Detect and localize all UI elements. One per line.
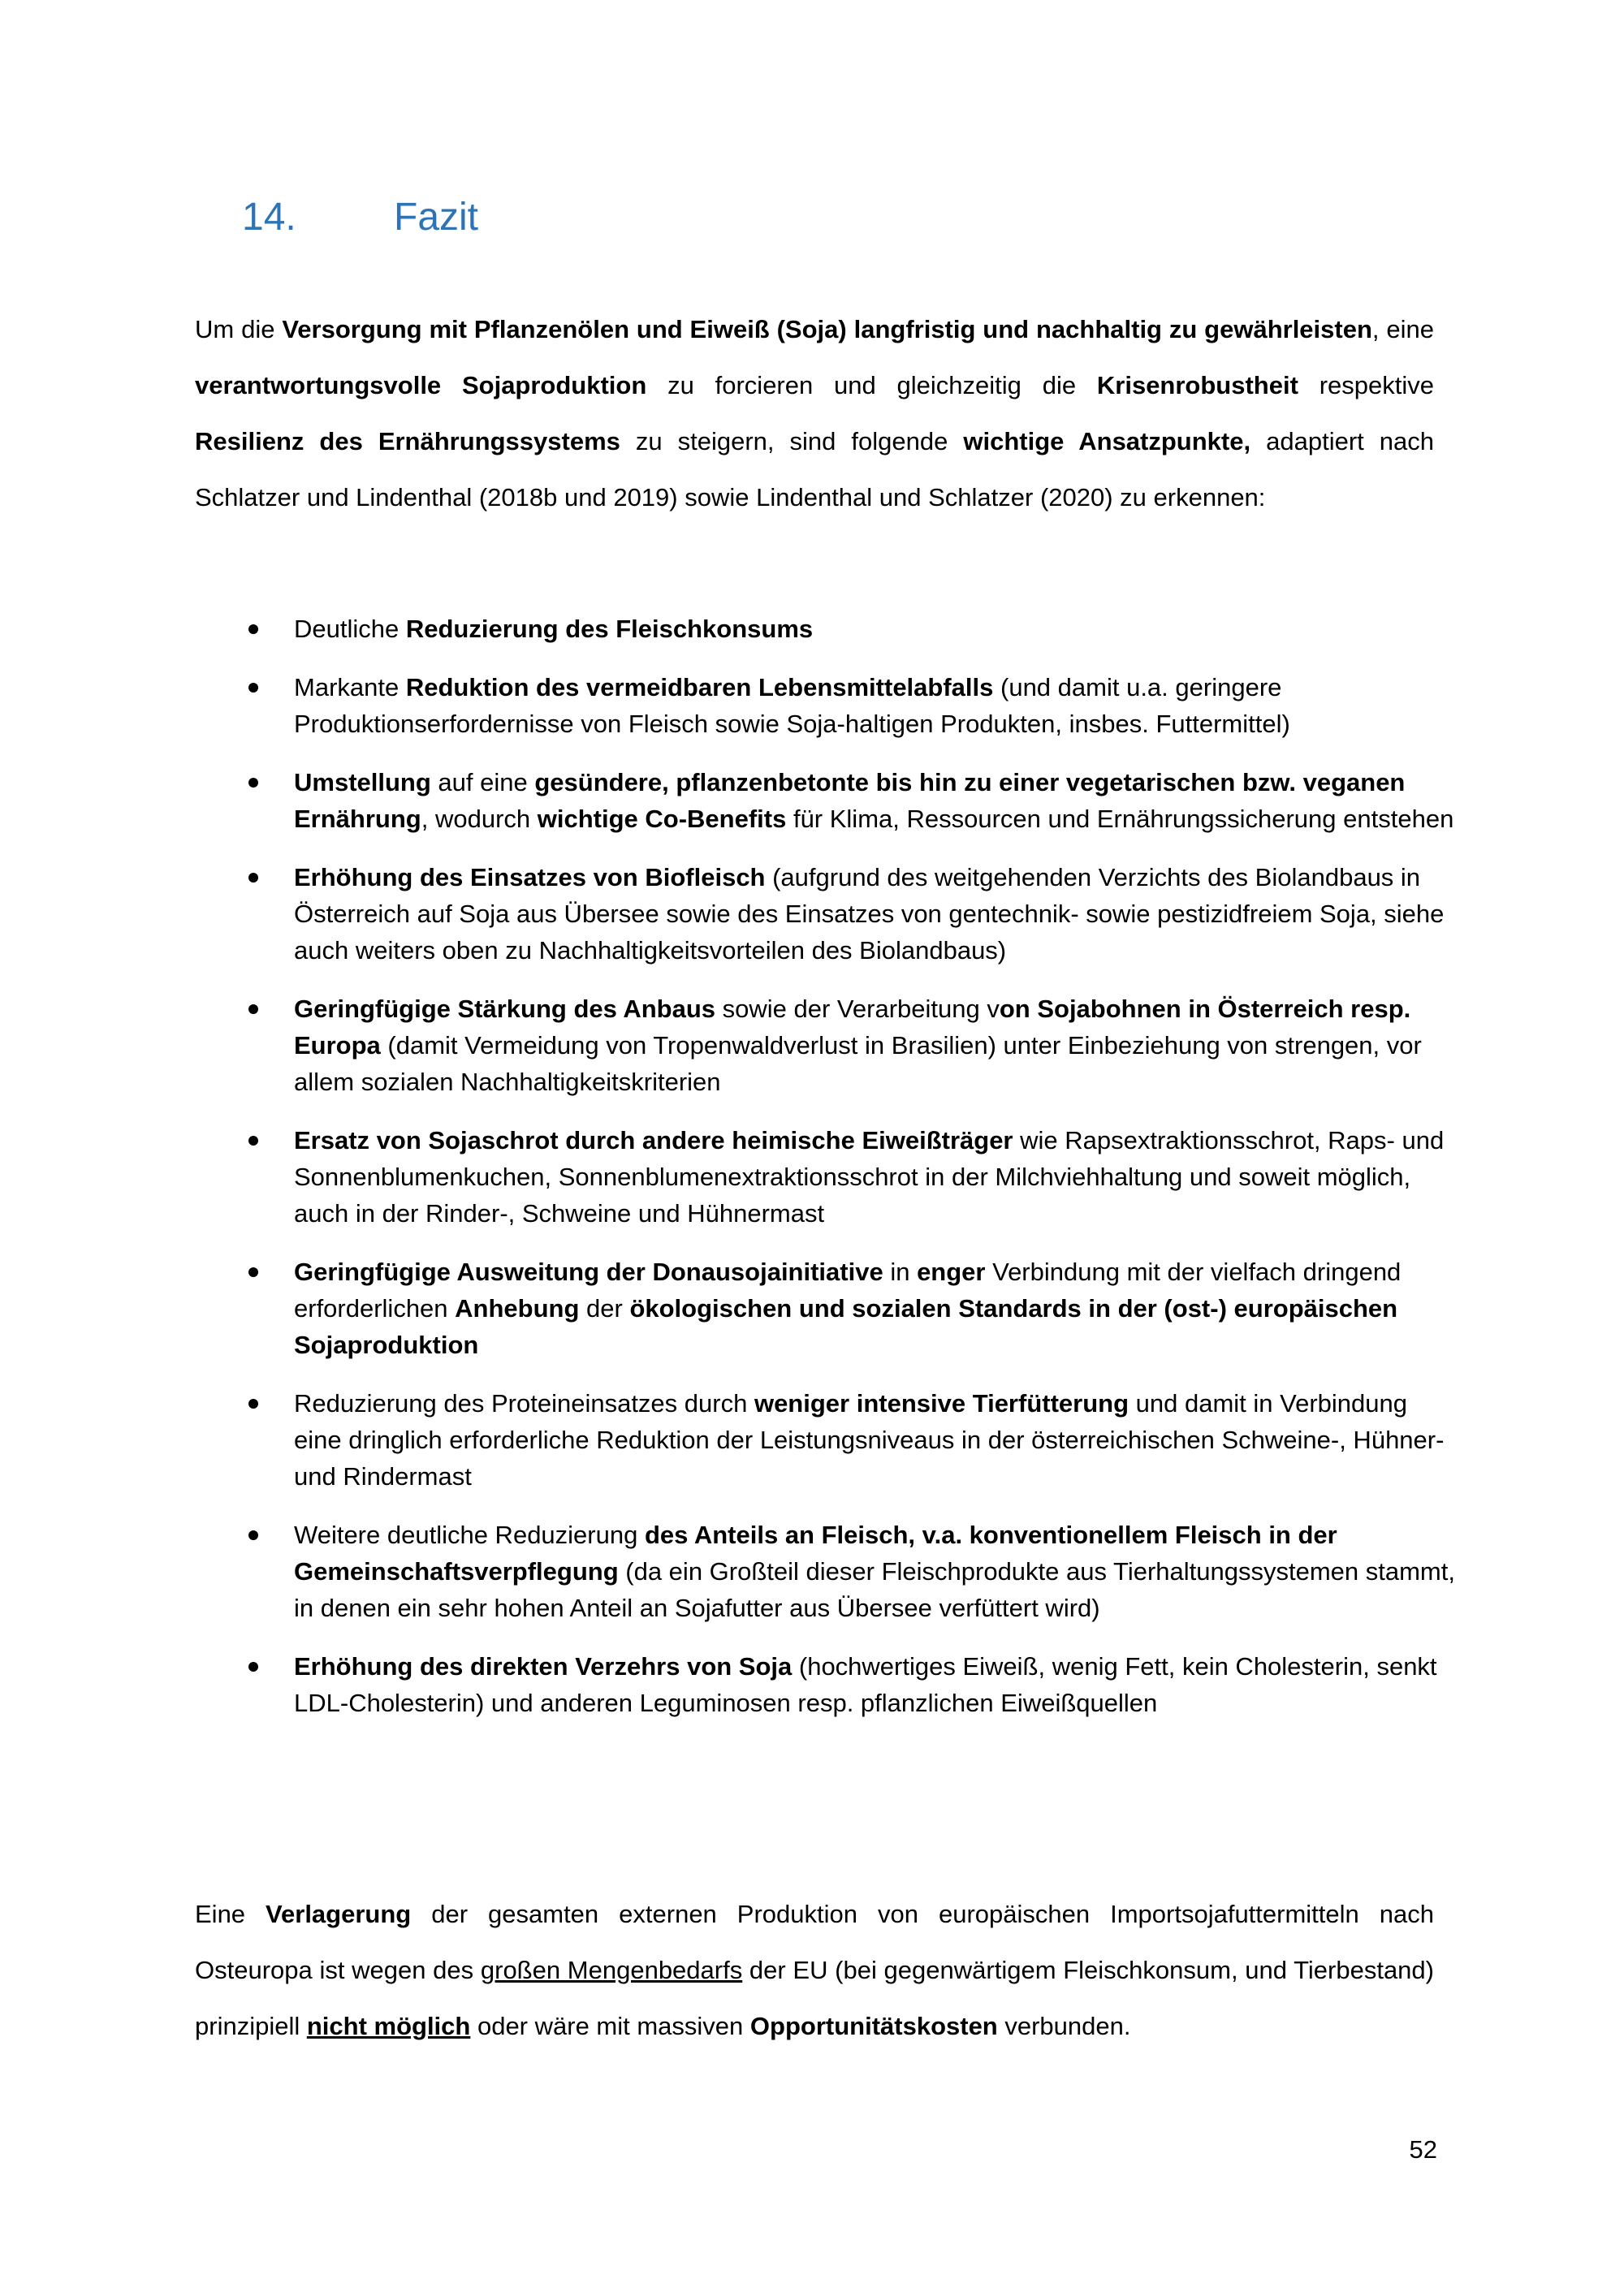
- list-item: [0, 1385, 1455, 1495]
- item-bold: Geringfügige Stärkung des Anbaus: [294, 995, 716, 1023]
- bullet-icon: [248, 1530, 258, 1540]
- list-item: [0, 859, 1455, 969]
- item-bold: on Sojabohnen in Österreich resp. Europa: [294, 995, 1411, 1060]
- item-text: Weitere deutliche Reduzierung: [294, 1521, 645, 1549]
- list-item: [0, 611, 1455, 647]
- intro-text: Um die: [195, 315, 283, 343]
- item-text: und damit in Verbindung eine dringlich erforderliche Reduktion der Leistungsniveaus in der österreichischen Schweine-, Hühner- und Rindermast: [294, 1389, 1445, 1491]
- section-title: Fazit: [394, 196, 479, 239]
- intro-text: , eine: [1371, 315, 1434, 343]
- item-bold: wichtige Co-Benefits: [537, 805, 787, 833]
- closing-underlined: großen Mengenbedarfs: [480, 1956, 743, 1984]
- intro-bold: Resilienz des Ernährungssystems: [195, 427, 620, 455]
- item-text: Deutliche: [294, 615, 406, 643]
- item-bold: Erhöhung des direkten Verzehrs von Soja: [294, 1652, 793, 1681]
- item-text: für Klima, Ressourcen und Ernährungssicherung entstehen: [786, 805, 1454, 833]
- item-text: Reduzierung des Proteineinsatzes durch: [294, 1389, 754, 1418]
- item-bold: des Anteils an Fleisch, v.a. konventionellem Fleisch in der Gemeinschaftsverpflegung: [294, 1521, 1337, 1586]
- item-text: (da ein Großteil dieser Fleischprodukte aus Tierhaltungssystemen stammt, in denen ein sehr hohen Anteil an Sojafutter aus Übersee verfüttert wird): [294, 1557, 1455, 1622]
- bullet-icon: [248, 1004, 258, 1014]
- intro-bold: wichtige Ansatzpunkte,: [963, 427, 1251, 455]
- bullet-icon: [248, 1399, 258, 1409]
- intro-text: adaptiert nach Schlatzer und Lindenthal (2018b und 2019) sowie Lindenthal und Schlatzer (2020) zu erkennen:: [195, 427, 1434, 511]
- item-bold: Anhebung: [455, 1294, 580, 1323]
- intro-bold: Krisenrobustheit: [1096, 371, 1298, 399]
- closing-text: verbunden.: [997, 2012, 1131, 2040]
- bullet-icon: [248, 1136, 258, 1146]
- item-text: (und damit u.a. geringere Produktionserfordernisse von Fleisch sowie Soja-haltigen Produkten, insbes. Futtermittel): [294, 673, 1290, 738]
- item-text: Markante: [294, 673, 406, 701]
- item-bold: enger: [917, 1258, 986, 1286]
- intro-paragraph: [195, 301, 1434, 525]
- intro-text: respektive: [1298, 371, 1435, 399]
- intro-bold: Versorgung mit Pflanzenölen und Eiweiß (Soja) langfristig und nachhaltig zu gewährleisten: [282, 315, 1372, 343]
- item-bold: Reduktion des vermeidbaren Lebensmittelabfalls: [405, 673, 994, 701]
- intro-bold: verantwortungsvolle Sojaproduktion: [195, 371, 647, 399]
- item-text: sowie der Verarbeitung v: [715, 995, 1000, 1023]
- bullet-list: [0, 611, 1624, 1743]
- intro-text: zu steigern, sind folgende: [620, 427, 964, 455]
- bullet-icon: [248, 873, 258, 883]
- list-item: [0, 1648, 1455, 1721]
- item-text: , wodurch: [421, 805, 538, 833]
- item-text: der: [579, 1294, 630, 1323]
- bullet-icon: [248, 683, 258, 693]
- closing-text: der gesamten externen Produktion von europäischen Importsojafuttermitteln nach Osteuropa ist wegen des: [195, 1900, 1434, 1984]
- closing-bold-underlined: nicht möglich: [306, 2012, 471, 2040]
- bullet-icon: [248, 778, 258, 788]
- page-number: 52: [1409, 2135, 1437, 2164]
- list-item: [0, 1517, 1455, 1626]
- closing-text: der EU (bei gegenwärtigem Fleischkonsum, und Tierbestand) prinzipiell: [195, 1956, 1434, 2040]
- item-bold: Geringfügige Ausweitung der Donausojainitiative: [294, 1258, 883, 1286]
- list-item: [0, 1254, 1455, 1363]
- list-item: [0, 1122, 1455, 1232]
- item-bold: Ersatz von Sojaschrot durch andere heimische Eiweißträger: [294, 1126, 1013, 1154]
- item-bold: Erhöhung des Einsatzes von Biofleisch: [294, 863, 766, 891]
- closing-text: oder wäre mit massiven: [470, 2012, 750, 2040]
- closing-bold: Verlagerung: [266, 1900, 412, 1928]
- list-item: [0, 764, 1455, 837]
- item-text: (aufgrund des weitgehenden Verzichts des Biolandbaus in Österreich auf Soja aus Übersee sowie des Einsatzes von gentechnik- sowie pestizidfreiem Soja, siehe auch weiters oben zu Nachhaltigkeitsvorteilen des Biolandbaus): [294, 863, 1445, 965]
- bullet-icon: [248, 624, 258, 634]
- item-bold: Reduzierung des Fleischkonsums: [405, 615, 814, 643]
- bullet-icon: [248, 1267, 258, 1277]
- item-text: (hochwertiges Eiweiß, wenig Fett, kein Cholesterin, senkt LDL-Cholesterin) und anderen Leguminosen resp. pflanzlichen Eiweißquellen: [294, 1652, 1437, 1717]
- item-text: Verbindung mit der vielfach dringend erforderlichen: [294, 1258, 1402, 1323]
- section-heading: [242, 195, 478, 240]
- closing-paragraph: [195, 1886, 1434, 2054]
- section-number: 14.: [242, 196, 296, 239]
- item-text: wie Rapsextraktionsschrot, Raps- und Sonnenblumenkuchen, Sonnenblumenextraktionsschrot in der Milchviehhaltung und soweit möglich, auch in der Rinder-, Schweine und Hühnermast: [294, 1126, 1445, 1228]
- item-bold: Umstellung: [294, 768, 431, 796]
- item-bold: ökologischen und sozialen Standards in der (ost-) europäischen Sojaproduktion: [294, 1294, 1398, 1359]
- closing-text: Eine: [195, 1900, 266, 1928]
- closing-bold: Opportunitätskosten: [749, 2012, 998, 2040]
- item-bold: gesündere, pflanzenbetonte bis hin zu einer vegetarischen bzw. veganen Ernährung: [294, 768, 1406, 833]
- item-bold: weniger intensive Tierfütterung: [754, 1389, 1129, 1418]
- list-item: [0, 669, 1455, 742]
- item-text: (damit Vermeidung von Tropenwaldverlust in Brasilien) unter Einbeziehung von strengen, vor allem sozialen Nachhaltigkeitskriterien: [294, 1031, 1422, 1096]
- bullet-icon: [248, 1662, 258, 1672]
- intro-text: zu forcieren und gleichzeitig die: [646, 371, 1097, 399]
- list-item: [0, 990, 1455, 1100]
- item-text: auf eine: [430, 768, 535, 796]
- item-text: in: [883, 1258, 918, 1286]
